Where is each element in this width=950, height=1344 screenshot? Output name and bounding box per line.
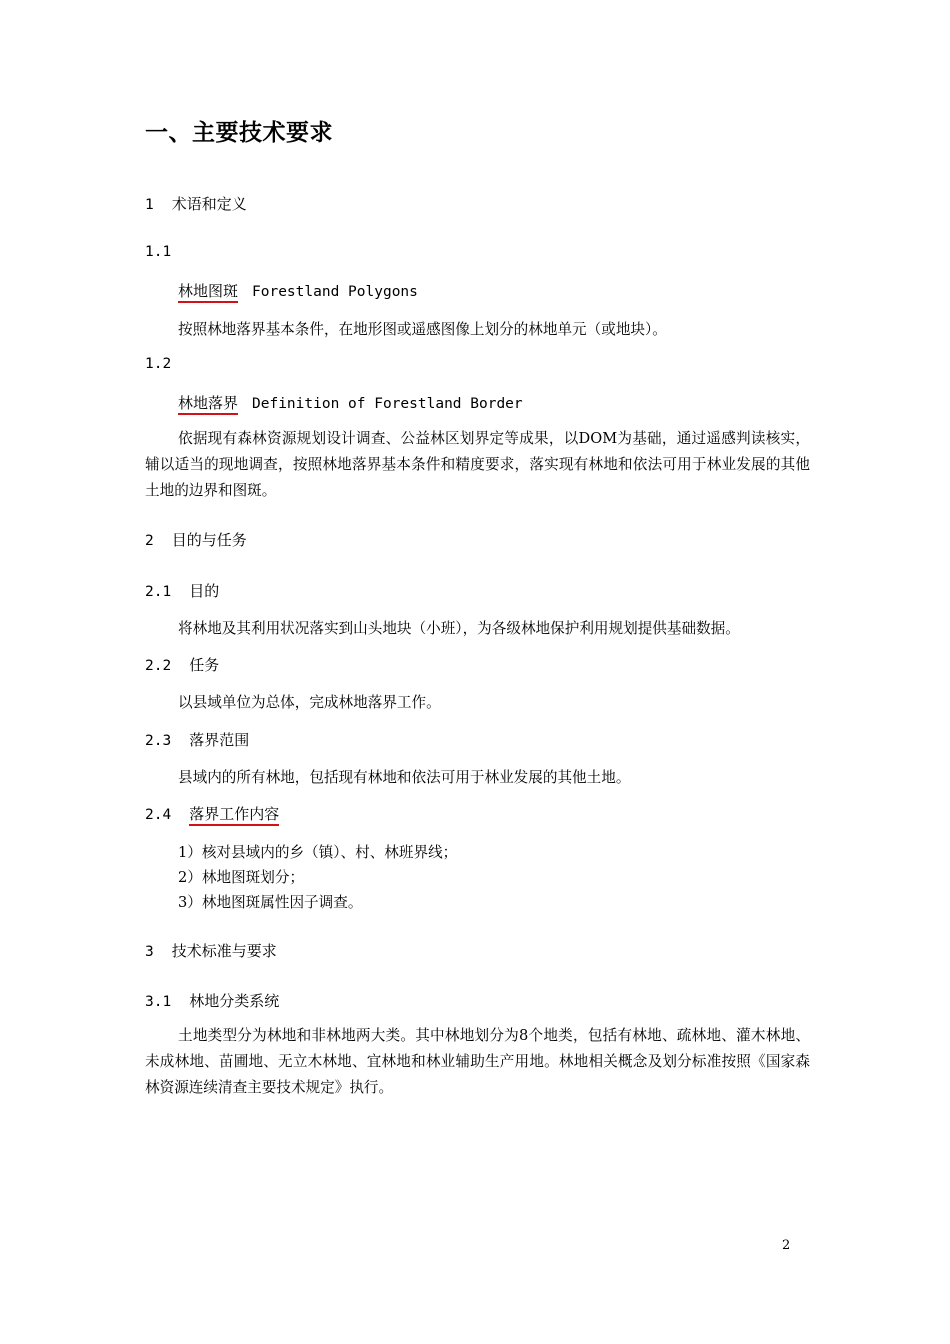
list-item: 1）核对县域内的乡（镇）、村、林班界线； <box>178 844 458 861</box>
list-item: 2）林地图斑划分； <box>178 869 305 886</box>
section-label: 目的 <box>189 582 220 600</box>
section-number: 2.1 <box>145 584 172 600</box>
definition-paragraph: 依据现有森林资源规划设计调查、公益林区划界定等成果，以DOM为基础，通过遥感判读核实，辅以适当的现地调查，按照林地落界基本条件和精度要求，落实现有林地和依法可用于林业发展的其他土地的边界和图斑。 <box>145 430 810 499</box>
section-3-heading <box>145 940 277 961</box>
section-number: 2 <box>145 533 154 549</box>
section-number: 1 <box>145 197 154 213</box>
section-label: 术语和定义 <box>171 195 247 213</box>
term-en: Forestland Polygons <box>252 284 418 300</box>
section-2-1-text: 将林地及其利用状况落实到山头地块（小班），为各级林地保护利用规划提供基础数据。 <box>178 620 740 637</box>
section-2-1-heading <box>145 580 219 601</box>
section-1-2-number: 1.2 <box>145 356 172 372</box>
section-label: 任务 <box>189 656 220 674</box>
term-forestland-polygons <box>178 280 418 301</box>
term-cn: 林地落界 <box>178 394 238 415</box>
section-number: 2.3 <box>145 733 172 749</box>
page-number: 2 <box>782 1238 791 1253</box>
section-label: 落界范围 <box>189 731 250 749</box>
page-title: 一、主要技术要求 <box>145 120 333 146</box>
section-1-1-number: 1.1 <box>145 244 172 260</box>
definition-text: 按照林地落界基本条件，在地形图或遥感图像上划分的林地单元（或地块）。 <box>178 321 667 338</box>
section-label: 技术标准与要求 <box>171 942 277 960</box>
section-2-2-text: 以县域单位为总体，完成林地落界工作。 <box>178 694 441 711</box>
list-item: 3）林地图斑属性因子调查。 <box>178 894 363 911</box>
section-1-heading <box>145 193 247 214</box>
section-number: 3 <box>145 944 154 960</box>
section-2-heading <box>145 529 247 550</box>
section-label: 林地分类系统 <box>189 992 280 1010</box>
section-2-2-heading <box>145 654 219 675</box>
section-number: 2.2 <box>145 658 172 674</box>
section-3-1-heading <box>145 990 279 1011</box>
section-2-3-text: 县域内的所有林地，包括现有林地和依法可用于林业发展的其他土地。 <box>178 769 631 786</box>
term-en: Definition of Forestland Border <box>252 396 523 412</box>
section-2-3-heading <box>145 729 249 750</box>
term-cn: 林地图斑 <box>178 282 238 303</box>
section-label: 落界工作内容 <box>189 805 279 826</box>
section-3-1-paragraph: 土地类型分为林地和非林地两大类。其中林地划分为8个地类，包括有林地、疏林地、灌木林地、未成林地、苗圃地、无立木林地、宜林地和林业辅助生产用地。林地相关概念及划分标准按照《国家森林资源连续清查主要技术规定》执行。 <box>145 1027 810 1096</box>
section-number: 2.4 <box>145 807 172 823</box>
section-number: 3.1 <box>145 994 172 1010</box>
section-2-4-heading <box>145 803 279 824</box>
section-label: 目的与任务 <box>171 531 247 549</box>
term-forestland-border <box>178 392 523 413</box>
